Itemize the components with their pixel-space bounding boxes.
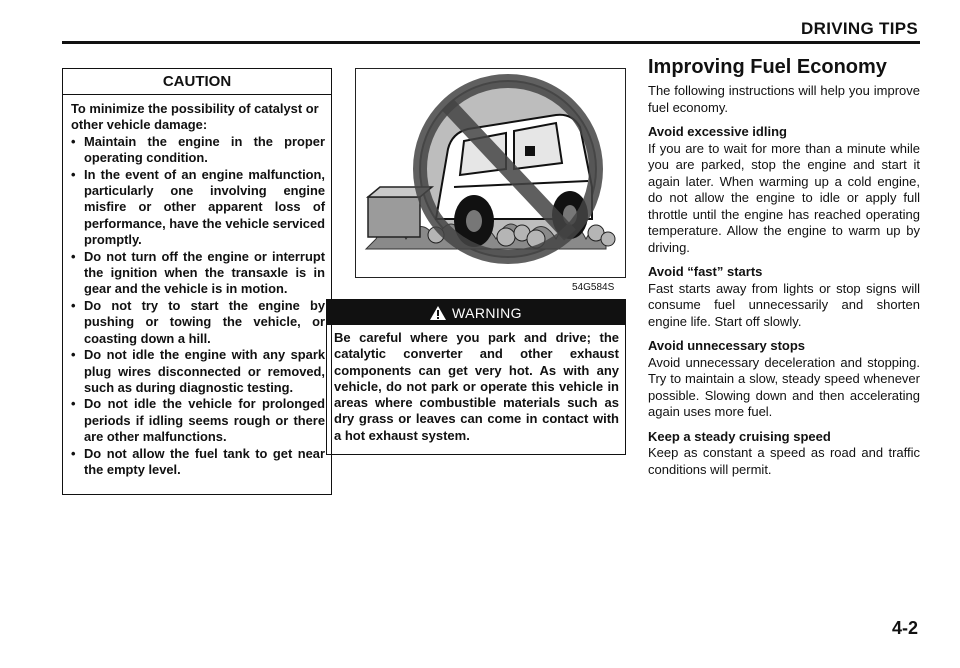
illustration-frame (355, 68, 626, 278)
caution-item: • In the event of an engine malfunction, particularly one involving engine misfire or other apparent loss of performance, have the vehicle serviced promptly. (71, 167, 325, 249)
caution-body (63, 95, 331, 478)
tip-body: If you are to wait for more than a minute while you are parked, stop the engine and start it again later. When warming up a cold engine, do not allow the engine to idle or apply full throttle until the engine has reached operating temperature. Allow the engine to warm up by driving. (648, 140, 920, 255)
page-number: 4-2 (891, 618, 918, 638)
warning-text: Be careful where you park and drive; the catalytic converter and other exhaust components can get very hot. As with any vehicle, do not park or operate this vehicle in areas where combustible materials such as dry grass or leaves can come in contact with a hot exhaust system. (334, 330, 619, 443)
vehicle-on-dry-grass-icon (356, 69, 625, 277)
tip-title: Avoid unnecessary stops (648, 338, 806, 353)
tip-title: Keep a steady cruising speed (648, 428, 831, 444)
caution-intro: To minimize the possibility of catalyst or other vehicle damage: (71, 101, 319, 133)
header-rule (62, 41, 920, 44)
fuel-economy-title: Improving Fuel Economy (648, 56, 887, 78)
caution-item: • Do not idle the engine with any spark plug wires disconnected or removed, such as during diagnostic testing. (71, 347, 325, 396)
warning-box (326, 299, 626, 455)
caution-item: • Do not try to start the engine by pushing or towing the vehicle, or coasting down a hill. (71, 298, 325, 347)
fuel-economy-section (648, 56, 920, 478)
tip-body: Keep as constant a speed as road and traffic conditions will permit. (648, 445, 920, 477)
caution-item: • Do not idle the vehicle for prolonged periods if idling seems rough or there are other malfunctions. (71, 396, 325, 445)
tip-body: Fast starts away from lights or stop signs will consume fuel unnecessarily and shorten engine life. Start off slowly. (648, 280, 920, 329)
caution-list (71, 134, 325, 479)
fuel-economy-intro: The following instructions will help you improve fuel economy. (648, 83, 920, 115)
caution-box (62, 68, 332, 495)
tip-body: Avoid unnecessary deceleration and stopping. Try to maintain a slow, steady speed whenever possible. Slowing down and then accelerating again uses more fuel. (648, 354, 920, 419)
caution-item: • Do not allow the fuel tank to get near the empty level. (71, 446, 325, 479)
caution-item: • Do not turn off the engine or interrupt the ignition when the transaxle is in gear and the vehicle is in motion. (71, 249, 325, 298)
tip-title: Avoid “fast” starts (648, 264, 763, 279)
caution-heading: CAUTION (63, 69, 331, 95)
tip-title: Avoid excessive idling (648, 124, 787, 139)
figure-code: 54G584S (572, 282, 615, 293)
warning-triangle-icon (430, 306, 446, 320)
caution-item: • Maintain the engine in the proper operating condition. (71, 134, 325, 167)
section-header: DRIVING TIPS (801, 19, 918, 38)
warning-heading: WARNING (452, 304, 522, 321)
warning-header (327, 300, 625, 325)
